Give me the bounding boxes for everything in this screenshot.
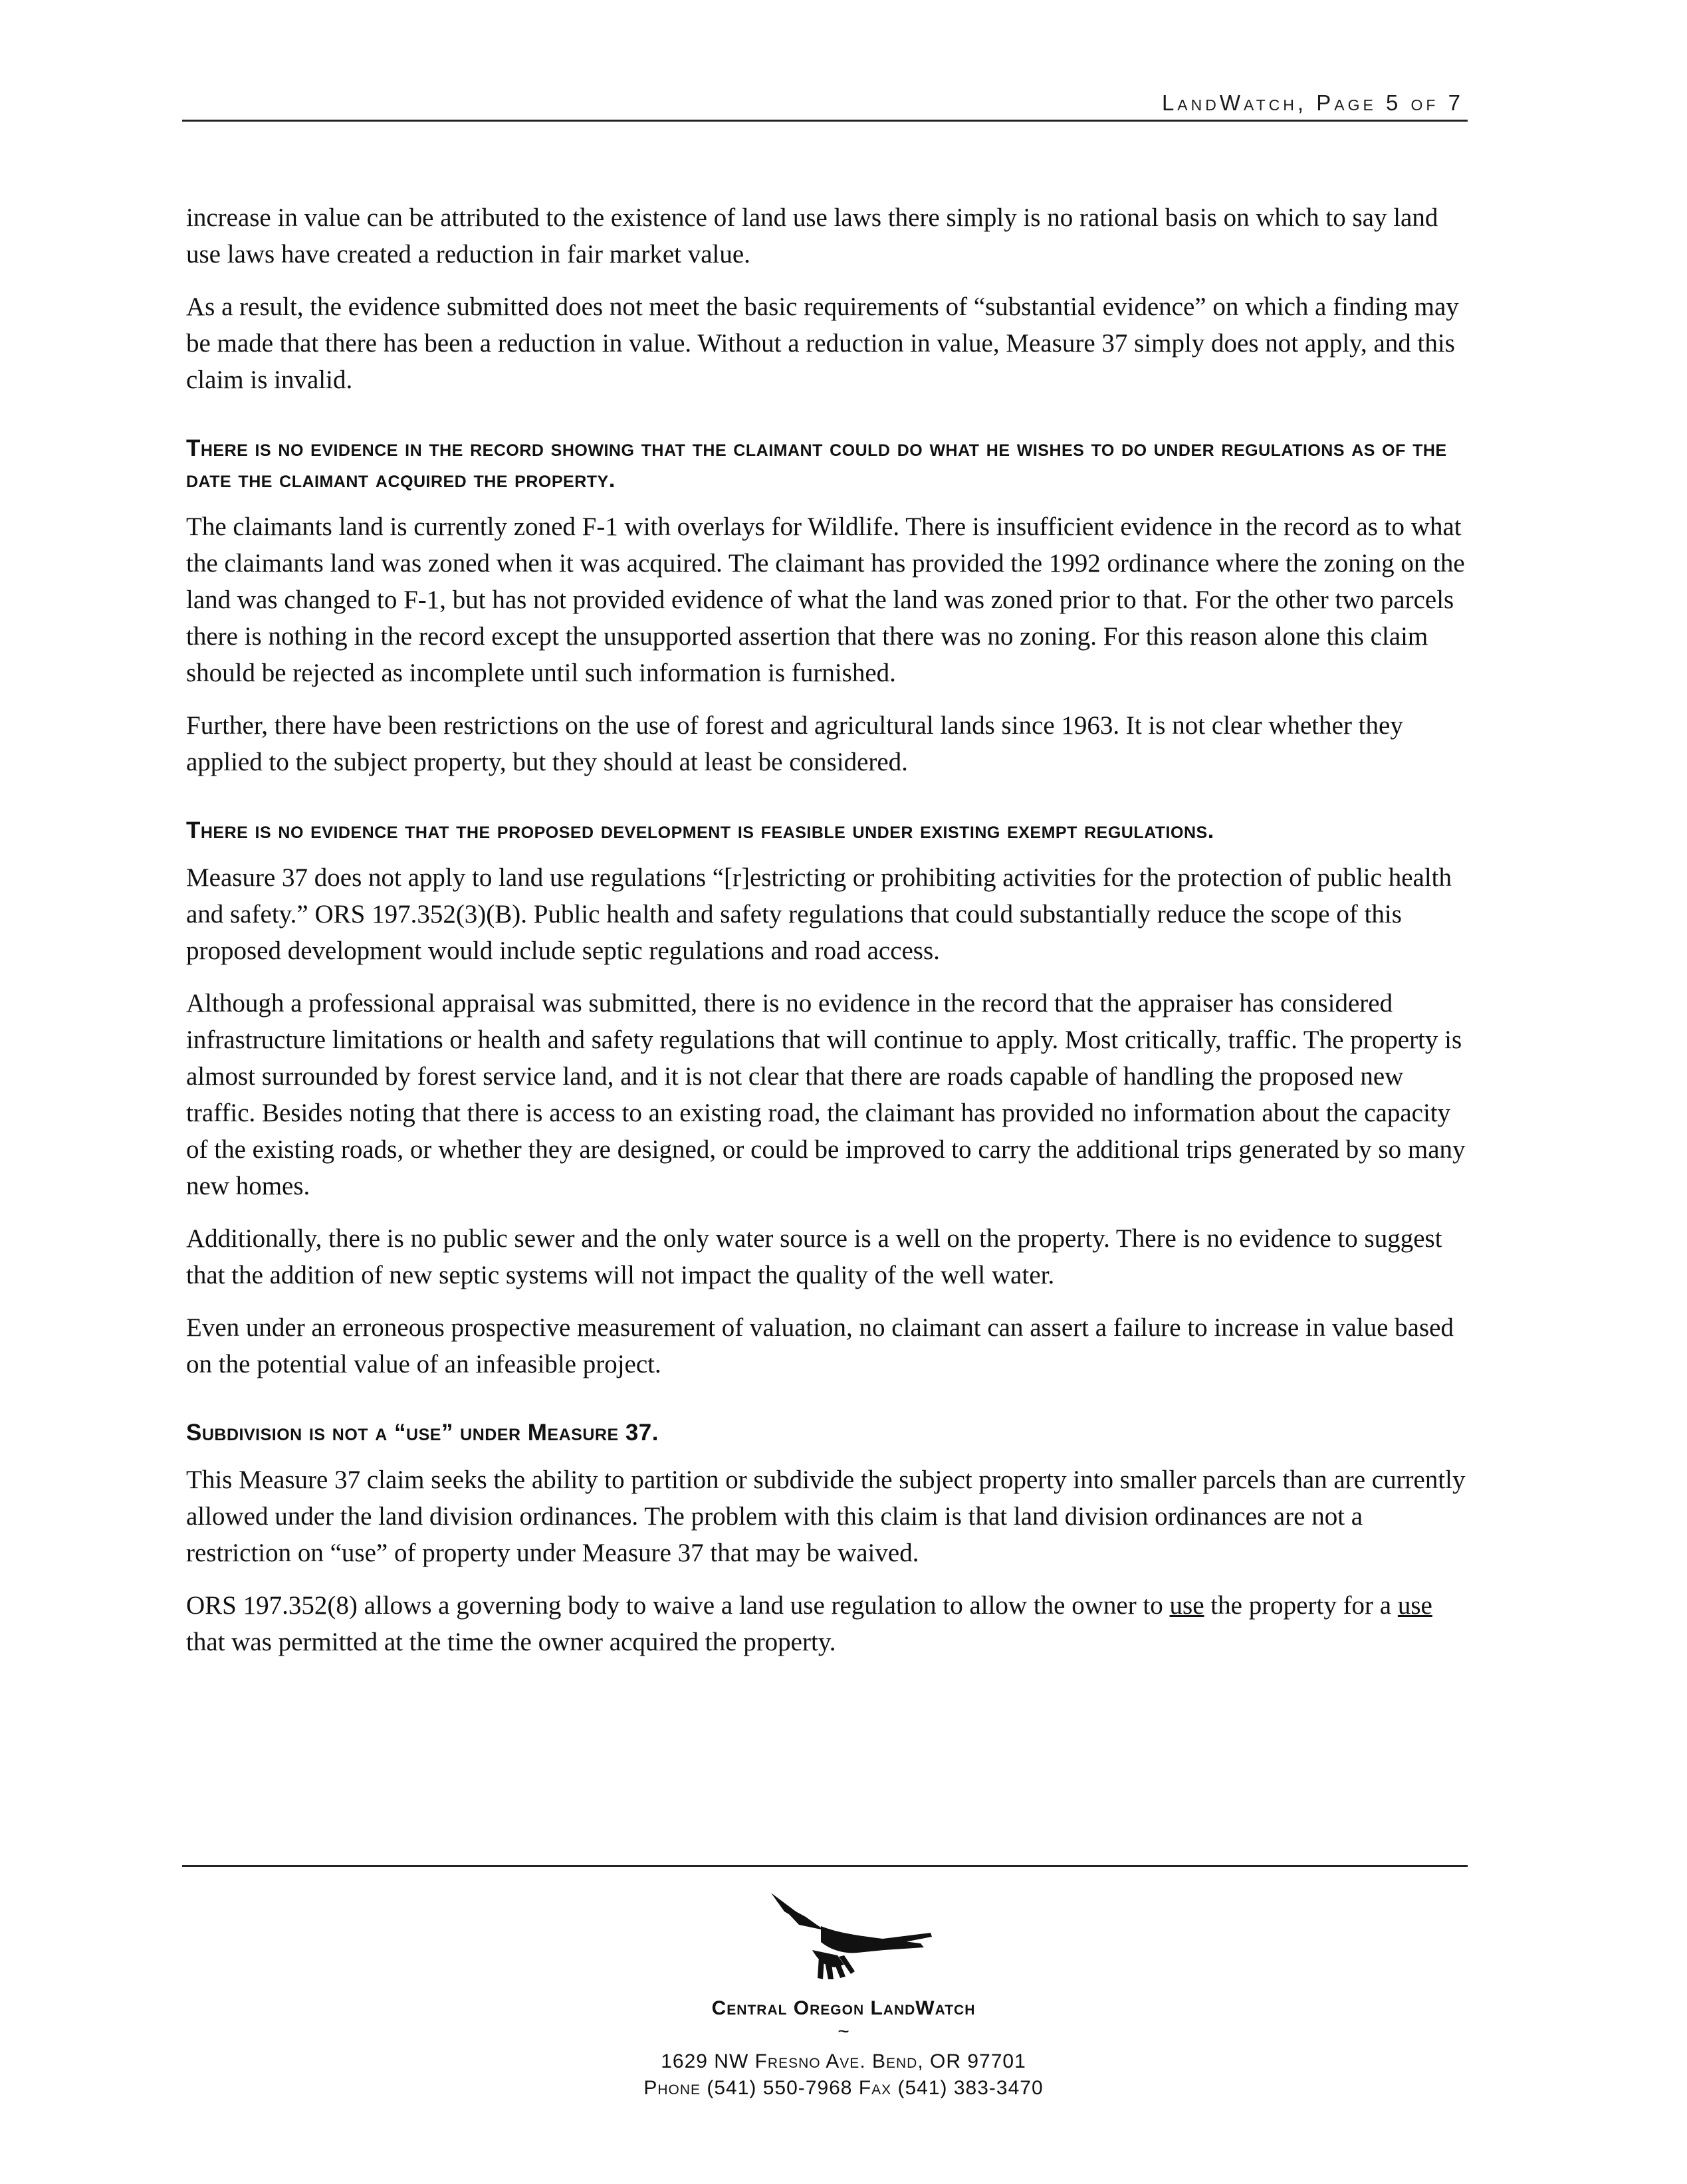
section-heading-2: There is no evidence that the proposed development is feasible under existing exempt regulations. xyxy=(186,818,1214,843)
paragraph-6: Although a professional appraisal was submitted, there is no evidence in the record that the appraiser has considered infrastructure limitations or health and safety regulations that will continue to apply. Most critically, traffic. The property is almost surrounded by forest service land, and it is not clear that there are roads capable of handling the proposed new traffic. Besides noting that there is access to an existing road, the claimant has provided no information about the capacity of the existing roads, or whether they are designed, or could be improved to carry the additional trips generated by so many new homes. xyxy=(186,989,1466,1200)
underlined-use-2: use xyxy=(1397,1591,1432,1620)
paragraph-2: As a result, the evidence submitted does not meet the basic requirements of “substantial evidence” on which a finding may be made that there has been a reduction in value. Without a reduction in value, Measure 37 simply does not apply, and this claim is invalid. xyxy=(186,292,1459,394)
footer-org-name: Central Oregon LandWatch xyxy=(711,1997,976,2019)
paragraph-1: increase in value can be attributed to the existence of land use laws there simply is no rational basis on which to say land use laws have created a reduction in fair market value. xyxy=(186,203,1438,269)
page-header xyxy=(182,85,1468,122)
paragraph-8: Even under an erroneous prospective measurement of valuation, no claimant can assert a failure to increase in value based on the potential value of an infeasible project. xyxy=(186,1313,1454,1378)
section-heading-1: There is no evidence in the record showing that the claimant could do what he wishes to do under regulations as of the date the claimant acquired the property. xyxy=(186,435,1447,492)
paragraph-9: This Measure 37 claim seeks the ability to partition or subdivide the subject property into smaller parcels than are currently allowed under the land division ordinances. The problem with this claim is that land division ordinances are not a restriction on “use” of property under Measure 37 that may be waived. xyxy=(186,1466,1466,1567)
paragraph-7: Additionally, there is no public sewer and the only water source is a well on the property. There is no evidence to suggest that the addition of new septic systems will not impact the quality of the well water. xyxy=(186,1224,1442,1289)
footer-phone-fax: Phone (541) 550-7968 Fax (541) 383-3470 xyxy=(643,2077,1044,2099)
eagle-logo-icon xyxy=(758,1886,937,1986)
footer-tilde: ~ xyxy=(838,2020,849,2042)
page-header-text: LandWatch, Page 5 of 7 xyxy=(1161,90,1464,115)
footer-address: 1629 NW Fresno Ave. Bend, OR 97701 xyxy=(661,2050,1026,2072)
paragraph-10 xyxy=(186,1587,1469,1660)
paragraph-5: Measure 37 does not apply to land use regulations “[r]estricting or prohibiting activities for the protection of public health and safety.” ORS 197.352(3)(B). Public health and safety regulations that could substantially reduce the scope of this proposed development would include septic regulations and road access. xyxy=(186,863,1452,965)
paragraph-4: Further, there have been restrictions on the use of forest and agricultural lands since 1963. It is not clear whether they applied to the subject property, but they should at least be considered. xyxy=(186,711,1403,776)
footer-contact xyxy=(0,2048,1687,2102)
document-body xyxy=(186,199,1469,1676)
section-heading-3: Subdivision is not a “use” under Measure 37. xyxy=(186,1420,659,1446)
paragraph-10-part-b: the property for a xyxy=(1210,1591,1392,1620)
paragraph-10-part-a: ORS 197.352(8) allows a governing body to waive a land use regulation to allow the owner to xyxy=(186,1591,1163,1620)
paragraph-10-part-c: that was permitted at the time the owner acquired the property. xyxy=(186,1628,836,1656)
underlined-use-1: use xyxy=(1169,1591,1204,1620)
footer-divider xyxy=(182,1865,1468,1867)
paragraph-3: The claimants land is currently zoned F-1 with overlays for Wildlife. There is insufficient evidence in the record as to what the claimants land was zoned when it was acquired. The claimant has provided the 1992 ordinance where the zoning on the land was changed to F-1, but has not provided evidence of what the land was zoned prior to that. For the other two parcels there is nothing in the record except the unsupported assertion that there was no zoning. For this reason alone this claim should be rejected as incomplete until such information is furnished. xyxy=(186,512,1465,687)
